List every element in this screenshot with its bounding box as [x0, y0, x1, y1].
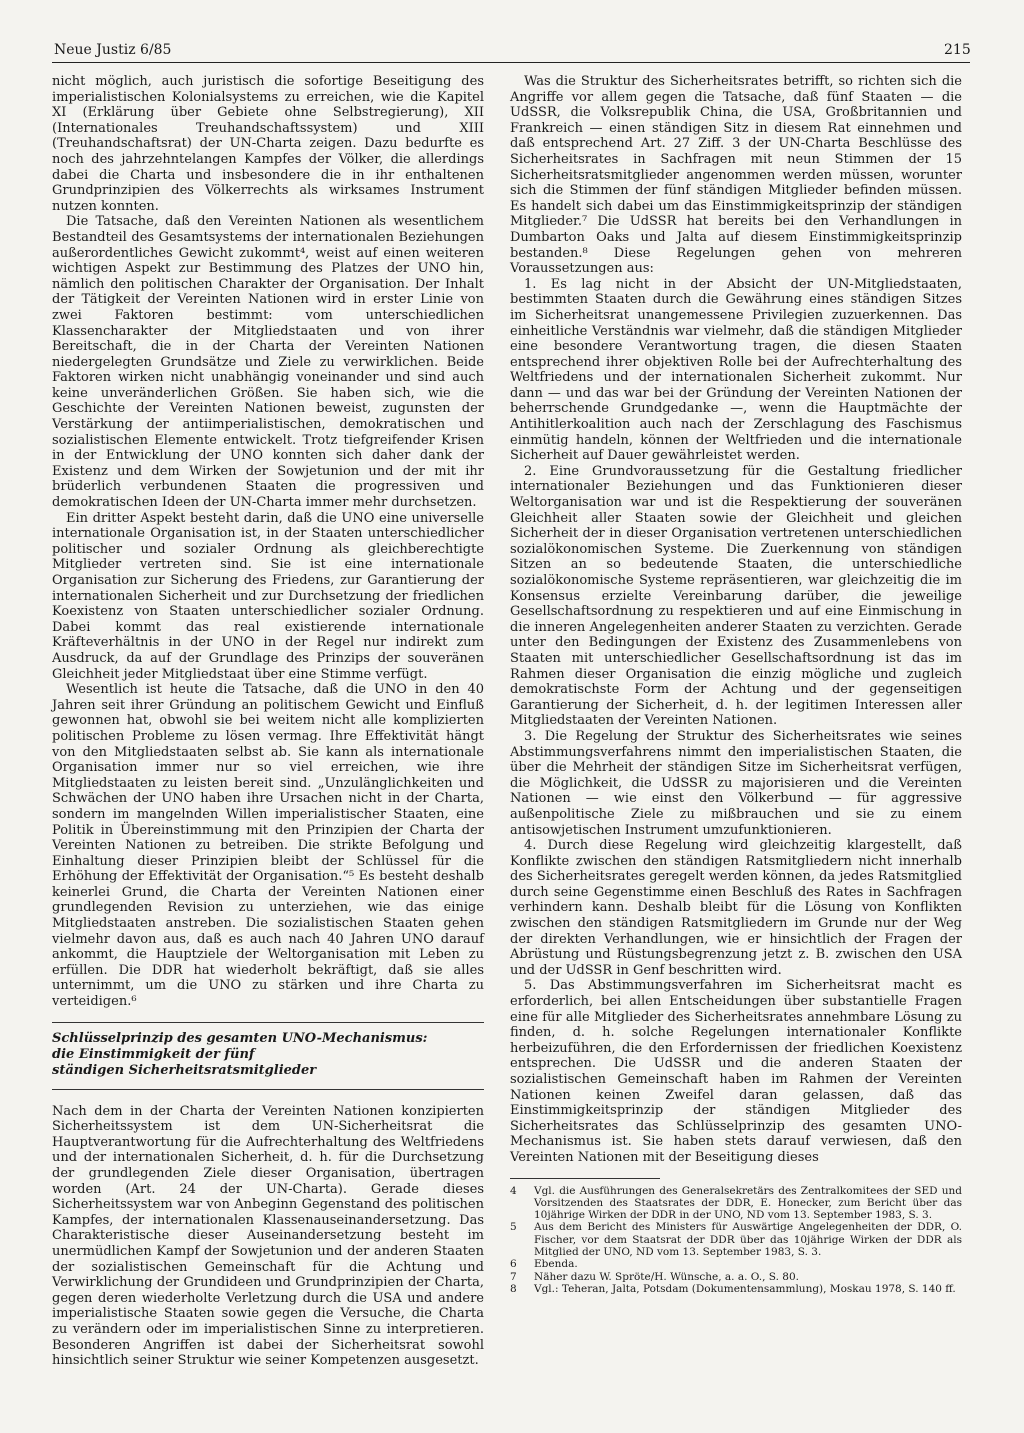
paragraph: 2. Eine Grundvoraussetzung für die Gestaltung friedlicher internationaler Beziehungen und das Funktionieren dieser Weltorganisation war und ist die Respektierung der souveränen Gleichheit aller Staaten sowie der Gleichheit und gleichen Sicherheit der in dieser Organisation vertretenen unterschiedlichen sozialökonomischen Systeme. Die Zuerkennung von ständigen Sitzen an so bedeutende Staaten, die unterschiedliche sozialökonomische Systeme repräsentieren, war gleichzeitig die im Konsensus erzielte Vereinbarung darüber, die jeweilige Gesellschaftsordnung zu respektieren und auf eine Einmischung in die inneren Angelegenheiten anderer Staaten zu verzichten. Gerade unter den Bedingungen der Existenz des Zusammenlebens von Staaten mit unterschiedlicher Gesellschaftsordnung ist das im Rahmen dieser Organisation die einzig mögliche und zugleich demokratischste Form der Achtung und der gegenseitigen Garantierung der Sicherheit, d. h. der legitimen Interessen aller Mitgliedstaaten der Vereinten Nationen.: [510, 463, 962, 729]
footnote: [510, 1283, 962, 1295]
paragraph: 5. Das Abstimmungsverfahren im Sicherheitsrat macht es erforderlich, bei allen Entscheidungen über substantielle Fragen eine für alle Mitglieder des Sicherheitsrates annehmbare Lösung zu finden, d. h. solche Regelungen internationaler Konflikte herbeizuführen, die den Erfordernissen der friedlichen Koexistenz entsprechen. Die UdSSR und die anderen Staaten der sozialistischen Gemeinschaft haben im Rahmen der Vereinten Nationen keinen Zweifel daran gelassen, daß das Einstimmigkeitsprinzip der ständigen Mitglieder des Sicherheitsrates das Schlüsselprinzip des gesamten UNO-Mechanismus ist. Sie haben stets darauf verwiesen, daß den Vereinten Nationen mit der Beseitigung dieses: [510, 978, 962, 1165]
footnote-number: 5: [510, 1221, 517, 1234]
footnote-text: Aus dem Bericht des Ministers für Auswärtige Angelegenheiten der DDR, O. Fischer, vor dem Staatsrat der DDR über das 10jährige Wirken der DDR als Mitglied der UNO, ND vom 13. September 1983, S. 3.: [534, 1221, 962, 1259]
footnote: [510, 1221, 962, 1258]
paragraph: Wesentlich ist heute die Tatsache, daß die UNO in den 40 Jahren seit ihrer Gründung an politischem Gewicht und Einfluß gewonnen hat, obwohl sie bei weitem nicht alle komplizierten politischen Probleme zu lösen vermag. Ihre Effektivität hängt von den Mitgliedstaaten selbst ab. Sie kann als internationale Organisation immer nur so viel erreichen, wie ihre Mitgliedstaaten zu leisten bereit sind. „Unzulänglichkeiten und Schwächen der UNO haben ihre Ursachen nicht in der Charta, sondern im mangelnden Willen imperialistischer Staaten, eine Politik in Übereinstimmung mit den Prinzipien der Charta der Vereinten Nationen zu betreiben. Die strikte Befolgung und Einhaltung dieser Prinzipien bleibt der Schlüssel für die Erhöhung der Effektivität der Organisation.“⁵ Es besteht deshalb keinerlei Grund, die Charta der Vereinten Nationen einer grundlegenden Revision zu unterziehen, wie das einige Mitgliedstaaten anstreben. Die sozialistischen Staaten gehen vielmehr davon aus, daß es auch nach 40 Jahren UNO darauf ankommt, die Hauptziele der Weltorganisation mit Leben zu erfüllen. Die DDR hat wiederholt bekräftigt, daß sie alles unternimmt, um die UNO zu stärken und ihre Charta zu verteidigen.⁶: [52, 682, 484, 1010]
page-number: 215: [944, 42, 971, 58]
paragraph: 1. Es lag nicht in der Absicht der UN-Mitgliedstaaten, bestimmten Staaten durch die Gewährung eines ständigen Sitzes im Sicherheitsrat unangemessene Privilegien zuzuerkennen. Das einheitliche Verständnis war vielmehr, daß die ständigen Mitglieder eine besondere Verantwortung tragen, die diesen Staaten entsprechend ihrer objektiven Rolle bei der Aufrechterhaltung des Weltfriedens und der internationalen Sicherheit zukommt. Nur dann — und das war bei der Gründung der Vereinten Nationen der beherrschende Grundgedanke —, wenn die Hauptmächte der Antihitlerkoalition auch nach der Zerschlagung des Faschismus einmütig handeln, können der Weltfrieden und die internationale Sicherheit auf Dauer gewährleistet werden.: [510, 276, 962, 464]
paragraph: 3. Die Regelung der Struktur des Sicherheitsrates wie seines Abstimmungsverfahrens nimmt den imperialistischen Staaten, die über die Mehrheit der ständigen Sitze im Sicherheitsrat verfügen, die Möglichkeit, die UdSSR zu majorisieren und die Vereinten Nationen — wie einst den Völkerbund — für aggressive außenpolitische Ziele zu mißbrauchen und sie zu einem antisowjetischen Instrument umzufunktionieren.: [510, 728, 962, 838]
paragraph: nicht möglich, auch juristisch die sofortige Beseitigung des imperialistischen Kolonialsystems zu erreichen, wie die Kapitel XI (Erklärung über Gebiete ohne Selbstregierung), XII (Internationales Treuhandschaftssystem) und XIII (Treuhandschaftsrat) der UN-Charta zeigen. Dazu bedurfte es noch des jahrzehntelangen Kampfes der Völker, die allerdings dabei die Charta und insbesondere die in ihr enthaltenen Grundprinzipien des Völkerrechts als wirksames Instrument nutzen konnten.: [52, 74, 484, 214]
footnote-text: Vgl.: Teheran, Jalta, Potsdam (Dokumentensammlung), Moskau 1978, S. 140 ff.: [534, 1282, 956, 1295]
paragraph: Die Tatsache, daß den Vereinten Nationen als wesentlichem Bestandteil des Gesamtsystems der internationalen Beziehungen außerordentliches Gewicht zukommt⁴, weist auf einen weiteren wichtigen Aspekt zur Bestimmung des Platzes der UNO hin, nämlich den politischen Charakter der Organisation. Der Inhalt der Tätigkeit der Vereinten Nationen wird in erster Linie von zwei Faktoren bestimmt: vom unterschiedlichen Klassencharakter der Mitgliedstaaten und von ihrer Bereitschaft, die in der Charta der Vereinten Nationen niedergelegten Grundsätze und Ziele zu verwirklichen. Beide Faktoren wirken nicht unabhängig voneinander und sind auch keine unveränderlichen Größen. Sie haben sich, wie die Geschichte der Vereinten Nationen beweist, zugunsten der Verstärkung der antiimperialistischen, demokratischen und sozialistischen Elemente entwickelt. Trotz tiefgreifender Krisen in der Entwicklung der UNO konnten sich daher dank der Existenz und dem Wirken der Sowjetunion und der mit ihr brüderlich verbundenen Staaten die progressiven und demokratischen Ideen der UN-Charta immer mehr durchsetzen.: [52, 214, 484, 511]
section-heading: [52, 1022, 484, 1090]
footnote: [510, 1185, 962, 1222]
footnote-number: 7: [510, 1270, 517, 1283]
footnote: [510, 1258, 962, 1270]
section-heading-line: die Einstimmigkeit der fünf: [52, 1046, 255, 1062]
footnote-number: 6: [510, 1258, 517, 1271]
footnote-number: 4: [510, 1184, 517, 1197]
left-column: [52, 74, 484, 1369]
paragraph: Was die Struktur des Sicherheitsrates betrifft, so richten sich die Angriffe vor allem gegen die Tatsache, daß fünf Staaten — die UdSSR, die Volksrepublik China, die USA, Großbritannien und Frankreich — einen ständigen Sitz in diesem Rat einnehmen und daß entsprechend Art. 27 Ziff. 3 der UN-Charta Beschlüsse des Sicherheitsrates in Sachfragen mit neun Stimmen der 15 Sicherheitsratsmitglieder angenommen werden müssen, worunter sich die Stimmen der fünf ständigen Mitglieder befinden müssen. Es handelt sich dabei um das Einstimmigkeitsprinzip der ständigen Mitglieder.⁷ Die UdSSR hat bereits bei den Verhandlungen in Dumbarton Oaks und Jalta auf diesem Einstimmigkeitsprinzip bestanden.⁸ Diese Regelungen gehen von mehreren Voraussetzungen aus:: [510, 74, 962, 277]
right-column: [510, 74, 962, 1295]
header-rule: [52, 62, 970, 63]
running-header-journal: Neue Justiz 6/85: [54, 42, 172, 58]
footnote-number: 8: [510, 1282, 517, 1295]
footnote-rule: [510, 1178, 660, 1179]
section-heading-line: Schlüsselprinzip des gesamten UNO-Mechanismus:: [52, 1030, 428, 1046]
paragraph: Ein dritter Aspekt besteht darin, daß die UNO eine universelle internationale Organisation ist, in der Staaten unterschiedlicher politischer und sozialer Ordnung als gleichberechtigte Mitglieder vertreten sind. Sie ist eine internationale Organisation zur Sicherung des Friedens, zur Garantierung der internationalen Sicherheit und zur Durchsetzung der friedlichen Koexistenz von Staaten unterschiedlicher sozialer Ordnung. Dabei kommt das real existierende internationale Kräfteverhältnis in der UNO in der Regel nur indirekt zum Ausdruck, da auf der Grundlage des Prinzips der souveränen Gleichheit jeder Mitgliedstaat über eine Stimme verfügt.: [52, 510, 484, 682]
paragraph: Nach dem in der Charta der Vereinten Nationen konzipierten Sicherheitssystem ist dem UN-Sicherheitsrat die Hauptverantwortung für die Aufrechterhaltung des Weltfriedens und der internationalen Sicherheit, d. h. für die Durchsetzung der grundlegenden Ziele dieser Organisation, übertragen worden (Art. 24 der UN-Charta). Gerade dieses Sicherheitssystem war von Anbeginn Gegenstand des politischen Kampfes, der internationalen Klassenauseinandersetzung. Das Charakteristische dieser Auseinandersetzung besteht im unermüdlichen Kampf der Sowjetunion und der anderen Staaten der sozialistischen Gemeinschaft für die Achtung und Verwirklichung der Grundideen und Grundprinzipien der Charta, gegen deren wiederholte Verletzung durch die USA und andere imperialistische Staaten sowie gegen die Versuche, die Charta zu verändern oder im imperialistischen Sinne zu interpretieren. Besonderen Angriffen ist dabei der Sicherheitsrat sowohl hinsichtlich seiner Struktur wie seiner Kompetenzen ausgesetzt.: [52, 1103, 484, 1369]
footnotes: [510, 1185, 962, 1296]
paragraph: 4. Durch diese Regelung wird gleichzeitig klargestellt, daß Konflikte zwischen den ständigen Ratsmitgliedern nicht innerhalb des Sicherheitsrates geregelt werden können, da jedes Ratsmitglied durch seine Gegenstimme einen Beschluß des Rates in Sachfragen verhindern kann. Deshalb bleibt für die Lösung von Konflikten zwischen den ständigen Ratsmitgliedern im Grunde nur der Weg der direkten Verhandlungen, wie er hinsichtlich der Fragen der Abrüstung und Rüstungsbegrenzung jetzt z. B. zwischen den USA und der UdSSR in Genf beschritten wird.: [510, 838, 962, 978]
section-heading-line: ständigen Sicherheitsratsmitglieder: [52, 1062, 317, 1078]
footnote-text: Ebenda.: [534, 1258, 578, 1271]
footnote-text: Vgl. die Ausführungen des Generalsekretärs des Zentralkomitees der SED und Vorsitzenden des Staatsrates der DDR, E. Honecker, zum Bericht über das 10jährige Wirken der DDR in der UNO, ND vom 13. September 1983, S. 3.: [534, 1184, 962, 1222]
footnote-text: Näher dazu W. Spröte/H. Wünsche, a. a. O., S. 80.: [534, 1270, 799, 1283]
footnote: [510, 1271, 962, 1283]
